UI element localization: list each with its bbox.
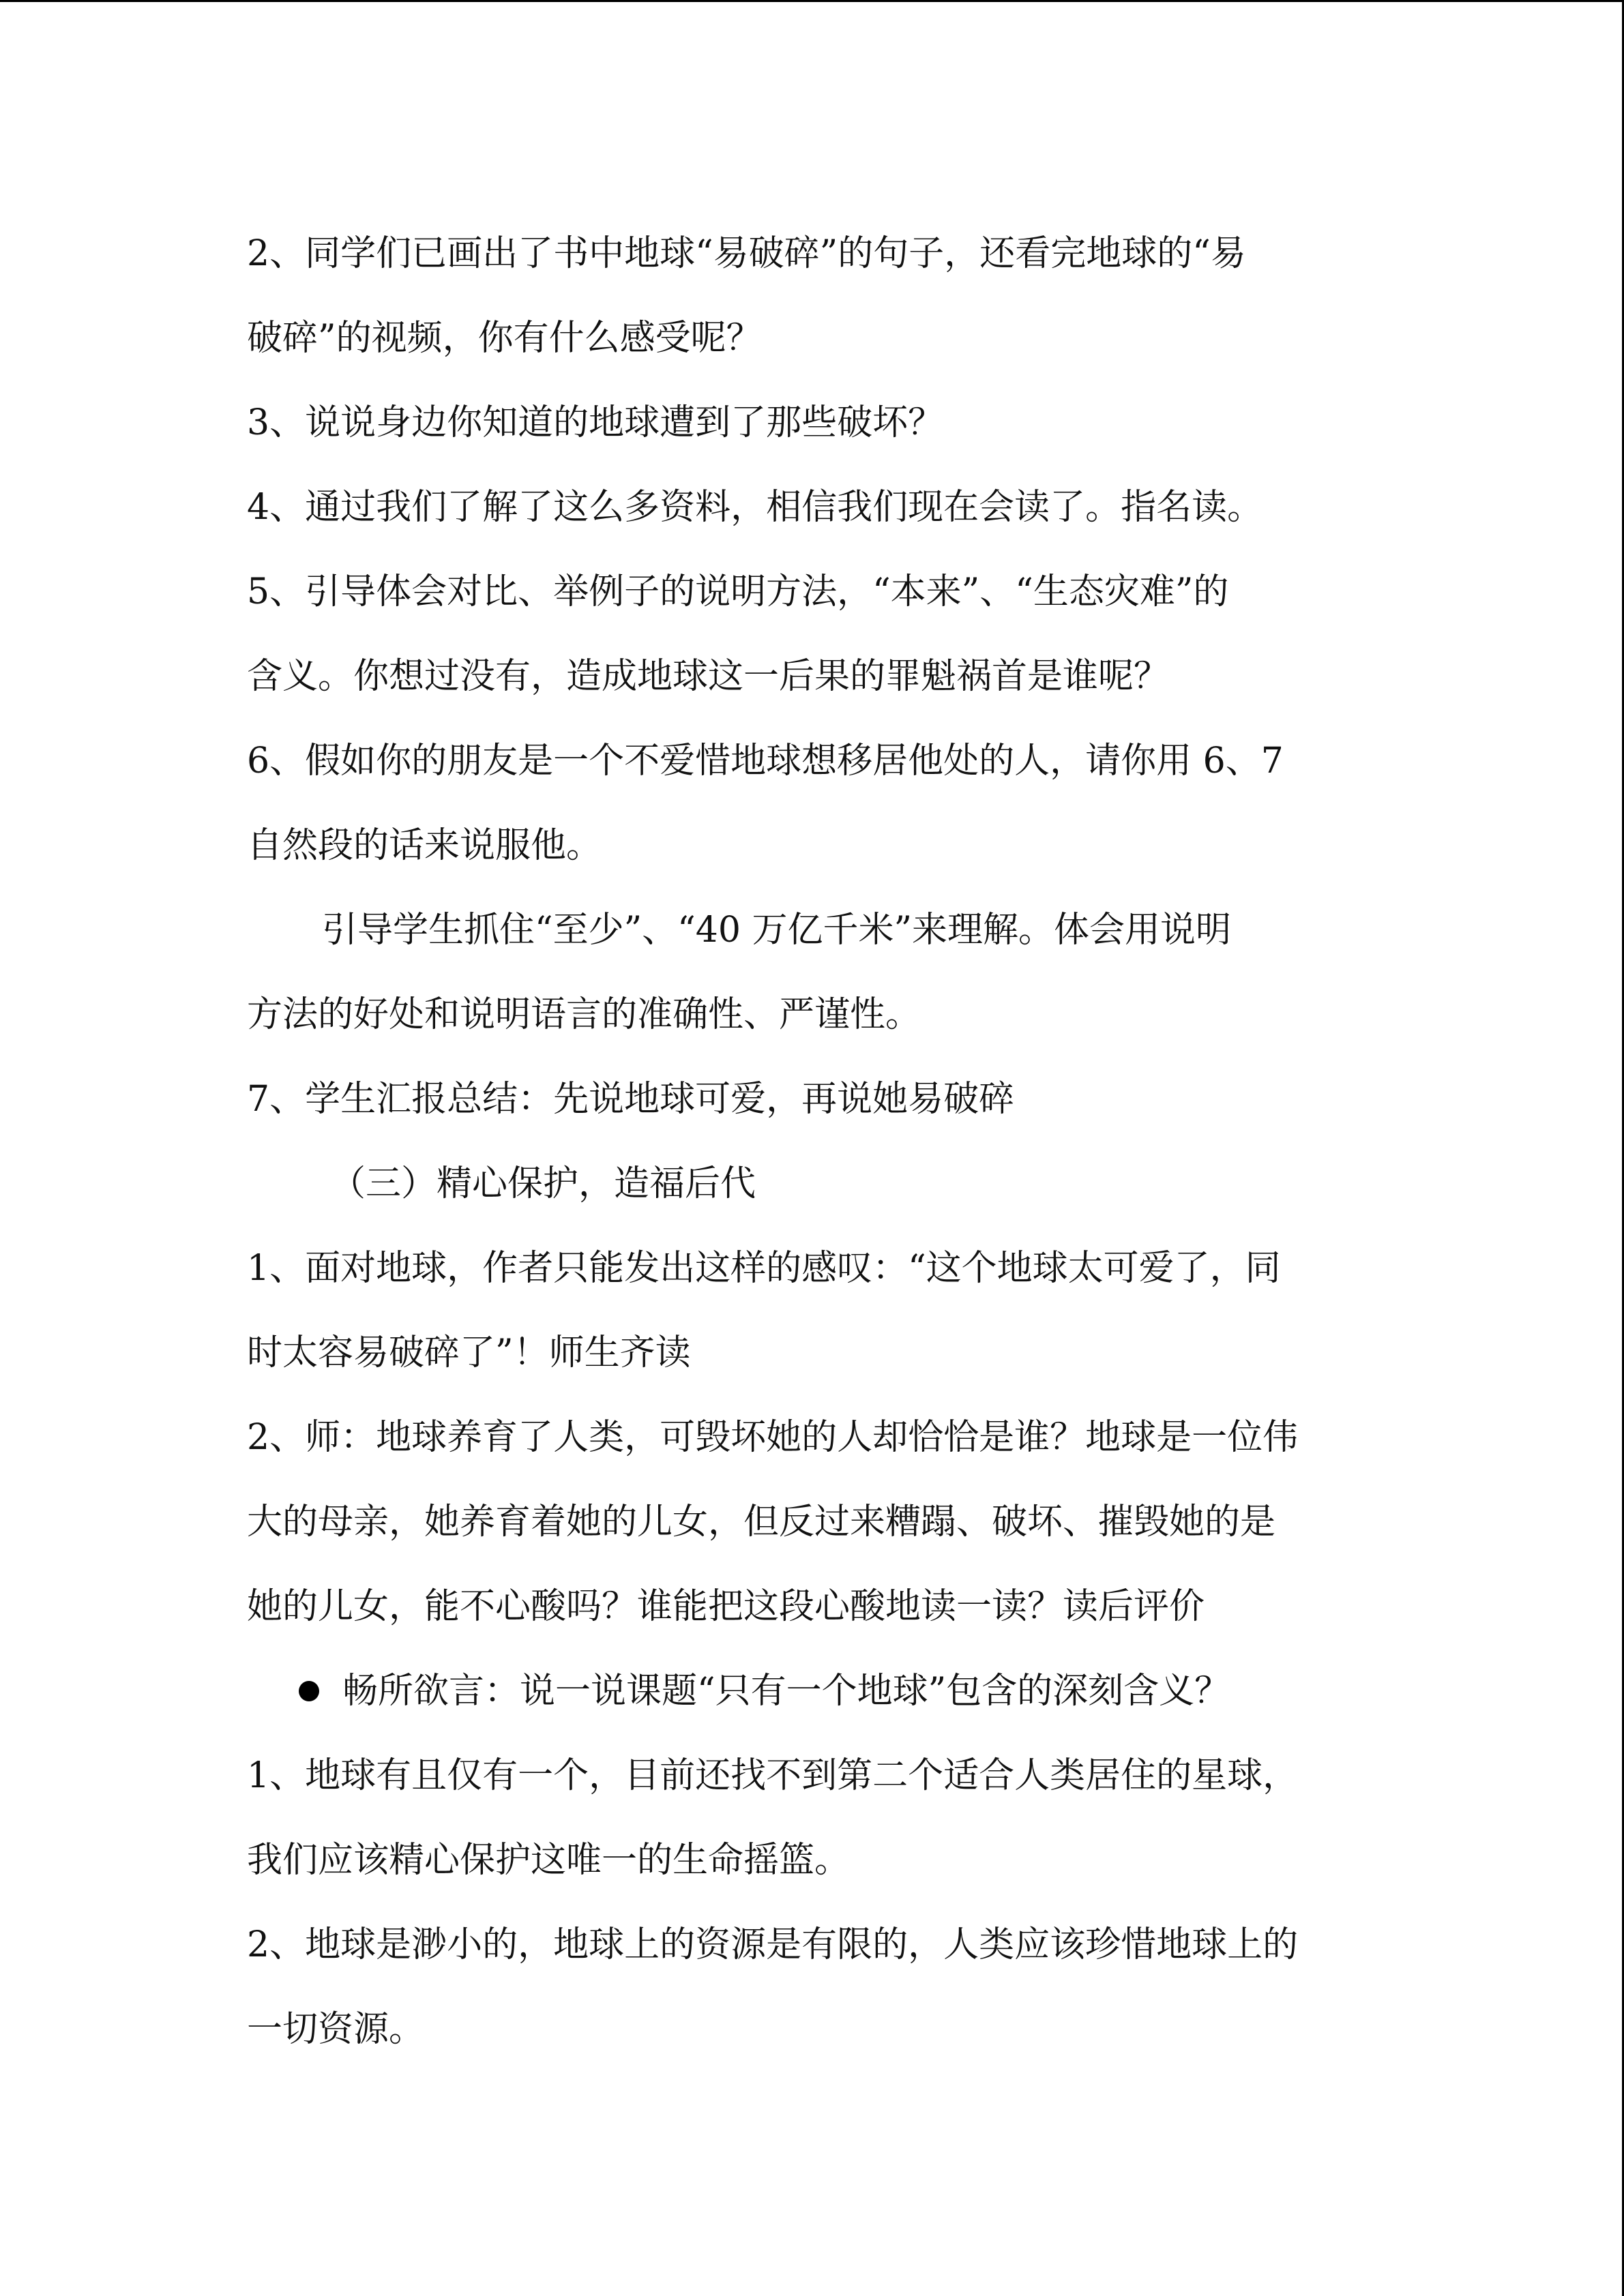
bullet-dot-icon (299, 1681, 319, 1701)
text-line: 1、面对地球，作者只能发出这样的感叹：“这个地球太可爱了，同 (247, 1248, 1281, 1289)
text-line: 2、同学们已画出了书中地球“易破碎”的句子，还看完地球的“易 (247, 233, 1246, 274)
text-line: 4、通过我们了解了这么多资料，相信我们现在会读了。指名读。 (247, 487, 1263, 528)
text-line: 2、地球是渺小的，地球上的资源是有限的，人类应该珍惜地球上的 (247, 1924, 1299, 1965)
text-line: 她的儿女，能不心酸吗？谁能把这段心酸地读一读？读后评价 (247, 1586, 1205, 1627)
text-line: 破碎”的视频，你有什么感受呢？ (247, 318, 762, 359)
text-line: 含义。你想过没有，造成地球这一后果的罪魁祸首是谁呢？ (247, 656, 1170, 697)
text-line: 5、引导体会对比、举例子的说明方法，“本来”、“生态灾难”的 (247, 571, 1229, 612)
page-border-top (0, 0, 1624, 2)
text-line: 6、假如你的朋友是一个不爱惜地球想移居他处的人，请你用 6、7 (247, 741, 1284, 781)
bullet-item-text: 畅所欲言：说一说课题“只有一个地球”包含的深刻含义？ (342, 1671, 1230, 1712)
text-line: 时太容易破碎了”！师生齐读 (247, 1332, 691, 1373)
section-heading: （三）精心保护，造福后代 (330, 1163, 756, 1204)
text-line: 方法的好处和说明语言的准确性、严谨性。 (247, 994, 921, 1035)
text-line: 7、学生汇报总结：先说地球可爱，再说她易破碎 (247, 1079, 1015, 1120)
text-line: 1、地球有且仅有一个，目前还找不到第二个适合人类居住的星球， (247, 1755, 1299, 1796)
text-line: 自然段的话来说服他。 (247, 825, 602, 866)
text-line: 2、师：地球养育了人类，可毁坏她的人却恰恰是谁？地球是一位伟 (247, 1417, 1299, 1458)
text-line: 一切资源。 (247, 2009, 425, 2050)
text-line: 大的母亲，她养育着她的儿女，但反过来糟蹋、破坏、摧毁她的是 (247, 1502, 1276, 1542)
text-line: 引导学生抓住“至少”、“40 万亿千米”来理解。体会用说明 (322, 910, 1232, 951)
text-line: 3、说说身边你知道的地球遭到了那些破坏？ (247, 402, 944, 443)
document-body (247, 211, 1379, 2072)
bullet-item (247, 1649, 1379, 1733)
text-line: 我们应该精心保护这唯一的生命摇篮。 (247, 1840, 851, 1881)
